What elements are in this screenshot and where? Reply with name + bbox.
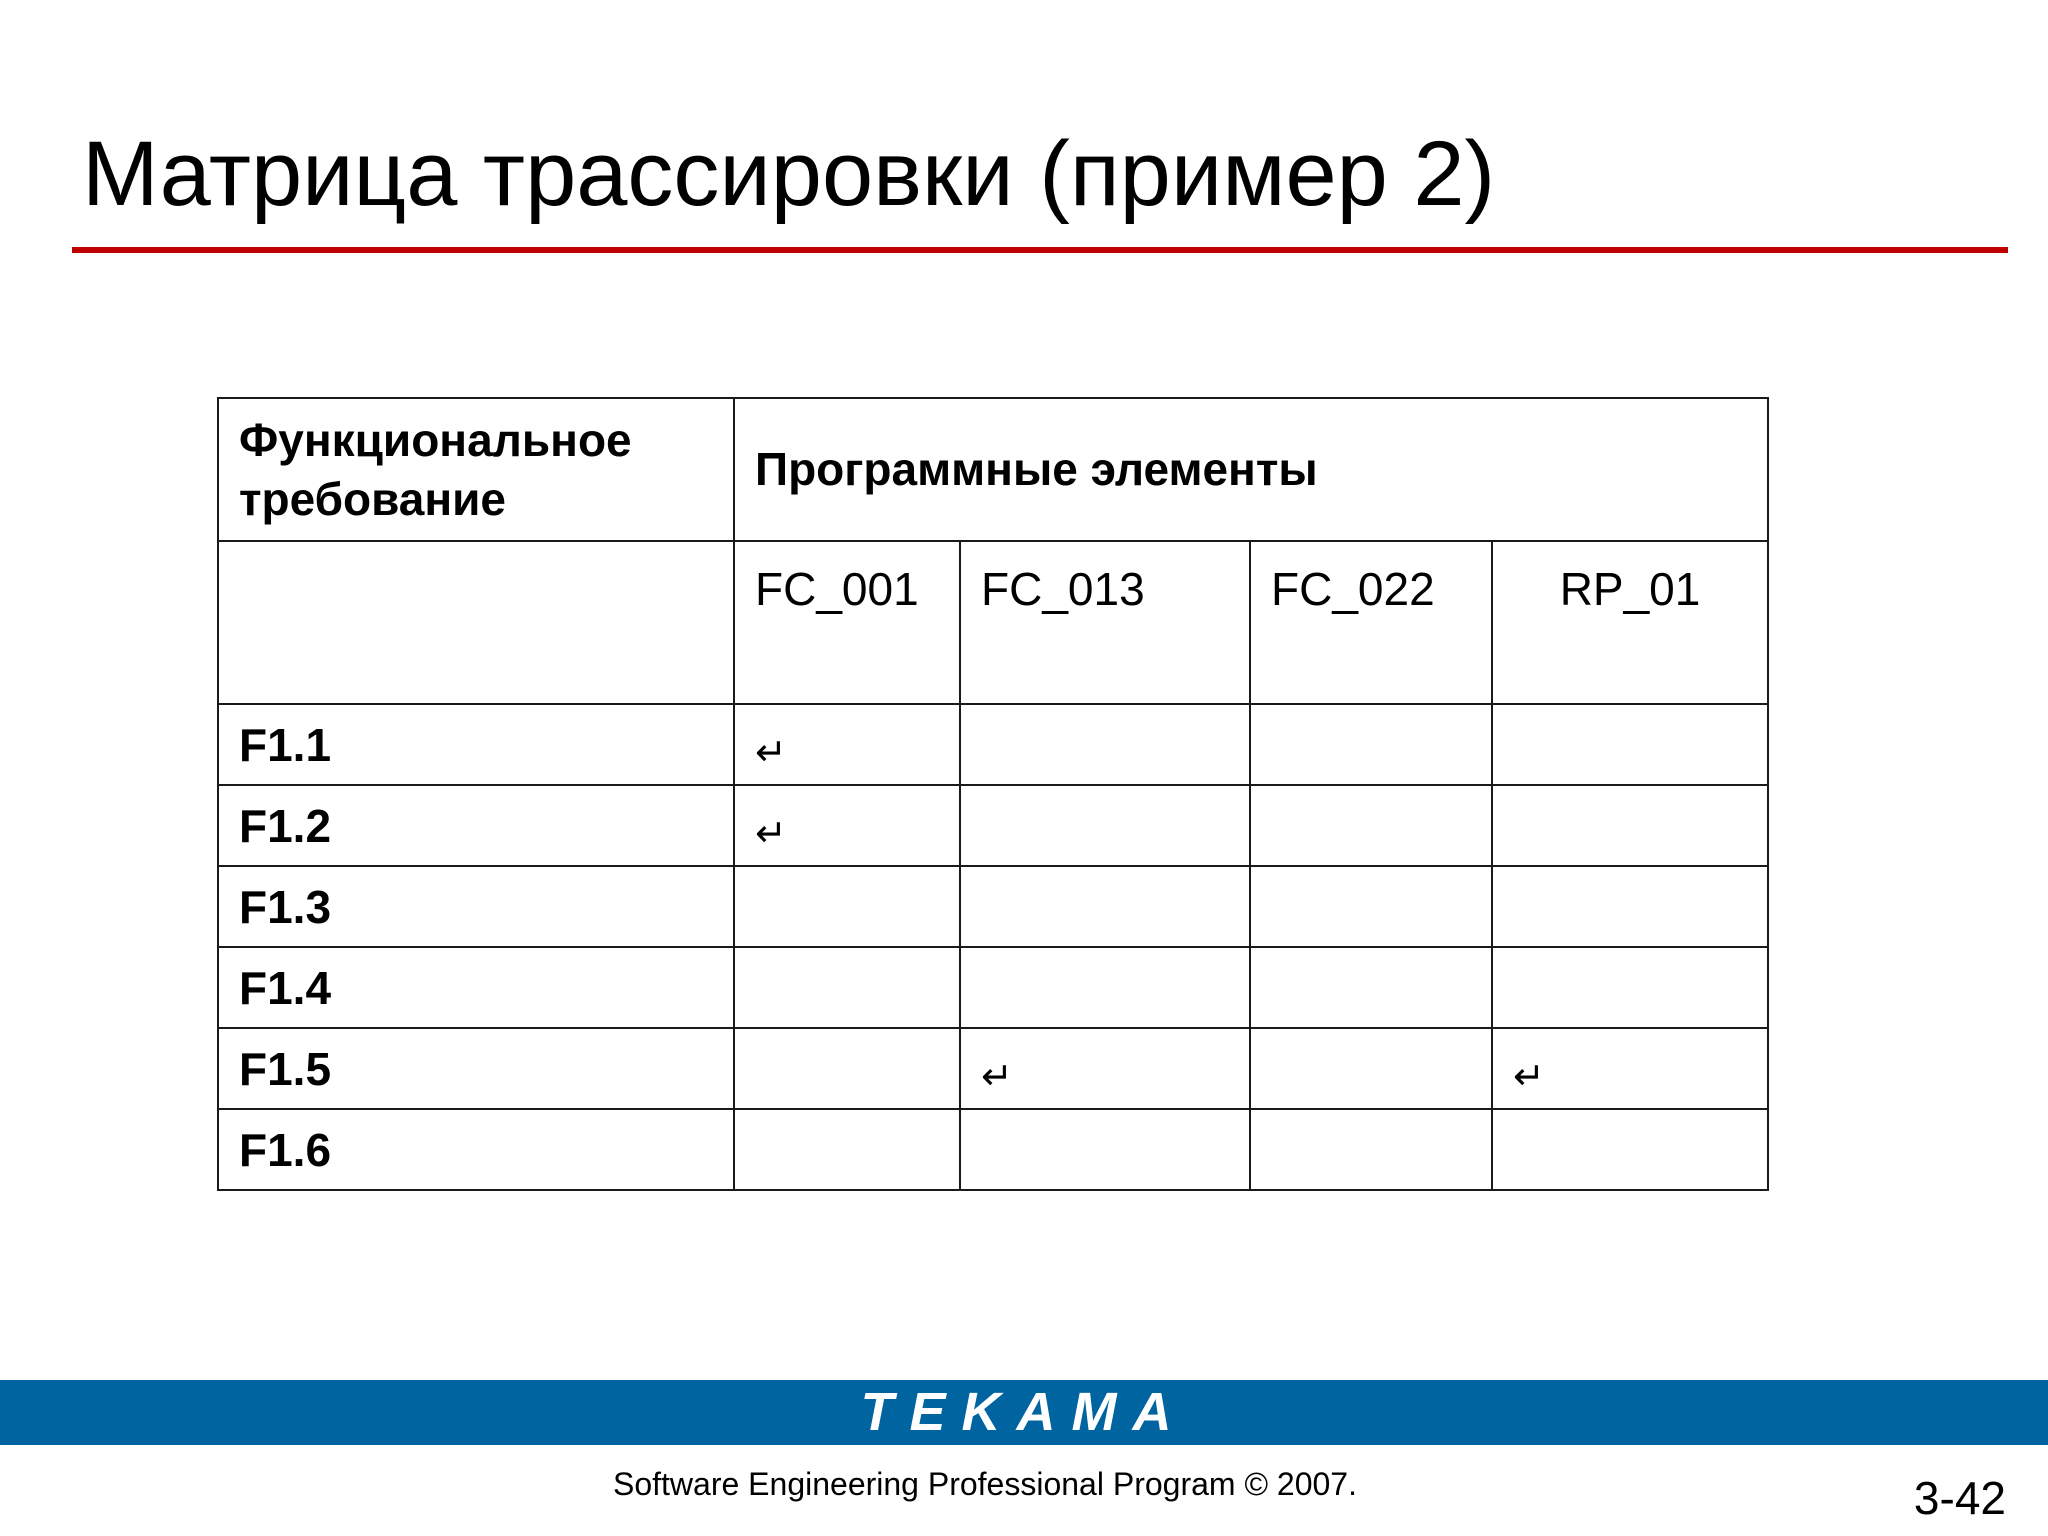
trace-cell (734, 1028, 960, 1109)
table-row (218, 1028, 1768, 1109)
trace-cell (734, 704, 960, 785)
trace-cell (1492, 866, 1768, 947)
footer-band (0, 1380, 2048, 1445)
table-row (218, 866, 1768, 947)
trace-cell (1492, 785, 1768, 866)
trace-cell (960, 1109, 1250, 1190)
blank-corner-cell (218, 541, 734, 704)
trace-cell (960, 866, 1250, 947)
traceability-matrix (217, 397, 1769, 1191)
footer-brand: TEKAMA (860, 1382, 1188, 1442)
trace-cell (960, 947, 1250, 1028)
trace-cell (1492, 1109, 1768, 1190)
column-header: FC_001 (734, 541, 960, 704)
trace-mark-icon: ↵ (755, 729, 787, 774)
trace-mark-icon: ↵ (981, 1053, 1013, 1098)
requirement-header (218, 398, 734, 541)
trace-cell (1492, 947, 1768, 1028)
trace-cell (734, 947, 960, 1028)
table-row (218, 704, 1768, 785)
requirement-id: F1.3 (218, 866, 734, 947)
trace-mark-icon: ↵ (1513, 1053, 1545, 1098)
trace-cell (960, 704, 1250, 785)
page-number: 3-42 (1913, 1472, 2006, 1524)
trace-cell (1250, 704, 1492, 785)
trace-cell (1250, 866, 1492, 947)
slide-title: Матрица трассировки (пример 2) (82, 123, 1496, 225)
requirement-header-line2: требование (239, 472, 507, 525)
table-row (218, 1109, 1768, 1190)
program-elements-header: Программные элементы (734, 398, 1768, 541)
trace-mark-icon: ↵ (755, 810, 787, 855)
trace-cell (960, 1028, 1250, 1109)
column-header: FC_022 (1250, 541, 1492, 704)
requirement-id: F1.1 (218, 704, 734, 785)
table-row (218, 947, 1768, 1028)
footer-copyright: Software Engineering Professional Program © 2007. (613, 1466, 1357, 1502)
trace-cell (1250, 785, 1492, 866)
requirement-id: F1.2 (218, 785, 734, 866)
trace-cell (1492, 704, 1768, 785)
trace-cell (734, 785, 960, 866)
title-underline (72, 247, 2008, 253)
requirement-id: F1.6 (218, 1109, 734, 1190)
trace-cell (1492, 1028, 1768, 1109)
trace-cell (734, 1109, 960, 1190)
trace-cell (734, 866, 960, 947)
column-header: FC_013 (960, 541, 1250, 704)
table-row (218, 785, 1768, 866)
requirement-id: F1.5 (218, 1028, 734, 1109)
trace-cell (960, 785, 1250, 866)
requirement-id: F1.4 (218, 947, 734, 1028)
trace-cell (1250, 1109, 1492, 1190)
trace-cell (1250, 947, 1492, 1028)
trace-cell (1250, 1028, 1492, 1109)
requirement-header-line1: Функциональное (239, 414, 632, 467)
column-header: RP_01 (1492, 541, 1768, 704)
